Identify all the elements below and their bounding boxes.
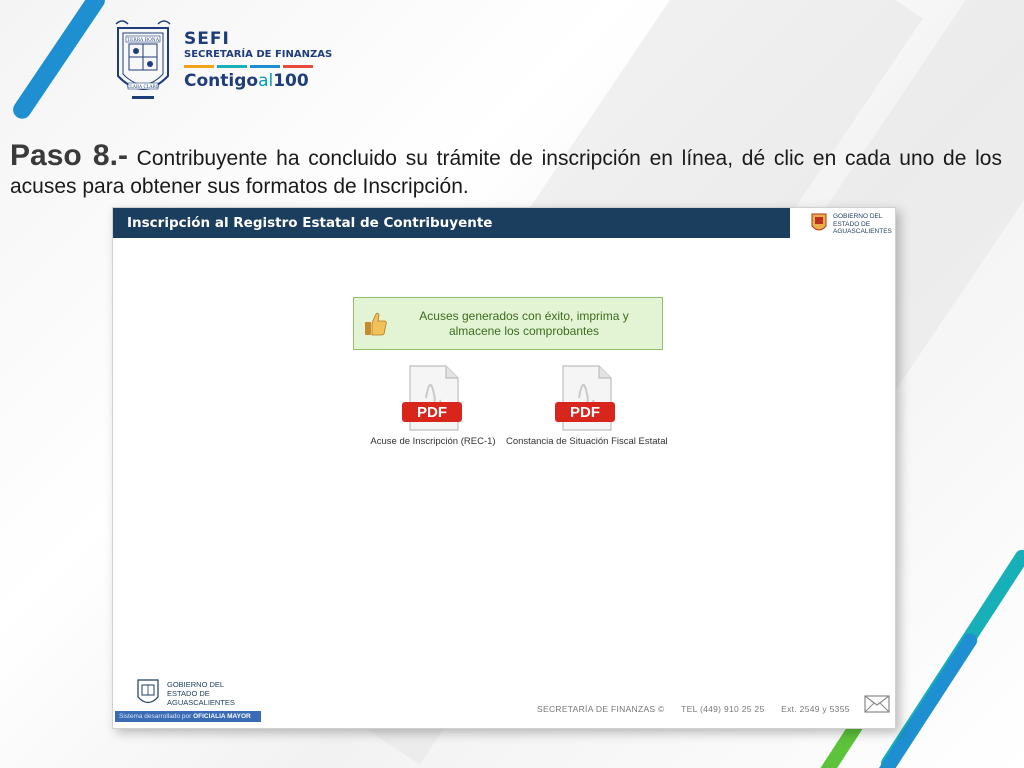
gov-footer-line-1: GOBIERNO DEL: [167, 680, 225, 689]
gov-logo-text: [833, 213, 892, 236]
pdf-acuse-inscripcion[interactable]: [368, 364, 498, 447]
step-label: Paso 8.-: [10, 139, 128, 172]
state-seal-icon: [112, 18, 174, 104]
footer-phone: TEL (449) 910 25 25: [681, 704, 765, 714]
gov-footer-line-2: ESTADO DE: [167, 689, 210, 698]
gov-footer-line-3: AGUASCALIENTES: [167, 698, 235, 707]
slogan-al: al: [258, 71, 274, 91]
gov-line-1: GOBIERNO DEL: [833, 213, 883, 220]
slogan-main: Contigo: [184, 71, 259, 91]
sefi-logo: [112, 18, 342, 106]
gov-logo-header: [811, 211, 891, 237]
seal-text-top: TERRA BONA: [126, 38, 160, 43]
gov-seal-icon: [811, 212, 827, 234]
gov-seal-icon: [137, 678, 159, 708]
pdf-constancia-situacion[interactable]: [506, 364, 666, 447]
pdf-badge-text: PDF: [570, 404, 600, 421]
instruction-text: Contribuyente ha concluido su trámite de inscripción en línea, dé clic en cada uno de los acuses para obtener sus formatos de Inscripción.: [10, 147, 1002, 198]
app-header-title: Inscripción al Registro Estatal de Contribuyente: [113, 208, 790, 238]
org-subtitle: SECRETARÍA DE FINANZAS: [184, 49, 333, 60]
system-credit-prefix: Sistema desarrollado por: [119, 713, 194, 720]
gov-line-2: ESTADO DE: [833, 220, 871, 228]
footer-contact: [537, 704, 864, 714]
footer-extension: Ext. 2549 y 5355: [781, 704, 850, 714]
slogan-number: 100: [273, 71, 309, 91]
pdf-badge-text: PDF: [417, 404, 447, 421]
footer-secretaria: SECRETARÍA DE FINANZAS ©: [537, 704, 665, 714]
pdf-file-icon: [553, 364, 619, 432]
sefi-wordmark: [184, 30, 332, 90]
decor-stripe-blue: [10, 0, 109, 122]
pdf-file-icon: [400, 364, 466, 432]
success-message: Acuses generados con éxito, imprima y almacene los comprobantes: [419, 309, 629, 338]
org-title: SEFI: [184, 29, 230, 49]
gov-logo-footer: [137, 676, 257, 712]
gov-footer-text: [167, 680, 235, 707]
gov-line-3: AGUASCALIENTES: [833, 228, 892, 235]
instruction-paragraph: [10, 139, 1002, 201]
app-window: [112, 207, 896, 729]
mail-icon[interactable]: [864, 695, 890, 713]
pdf-label[interactable]: Constancia de Situación Fiscal Estatal: [506, 436, 668, 447]
slogan: [184, 72, 332, 90]
seal-text-bottom: CLARA CLARO: [126, 84, 160, 89]
system-credit-strip: [115, 711, 261, 722]
success-alert: [353, 297, 663, 350]
thumbs-up-icon: [364, 311, 388, 337]
pdf-label[interactable]: Acuse de Inscripción (REC-1): [370, 436, 496, 447]
system-credit-dev: OFICIALIA MAYOR: [193, 713, 251, 720]
brand-color-bars: [184, 65, 332, 68]
